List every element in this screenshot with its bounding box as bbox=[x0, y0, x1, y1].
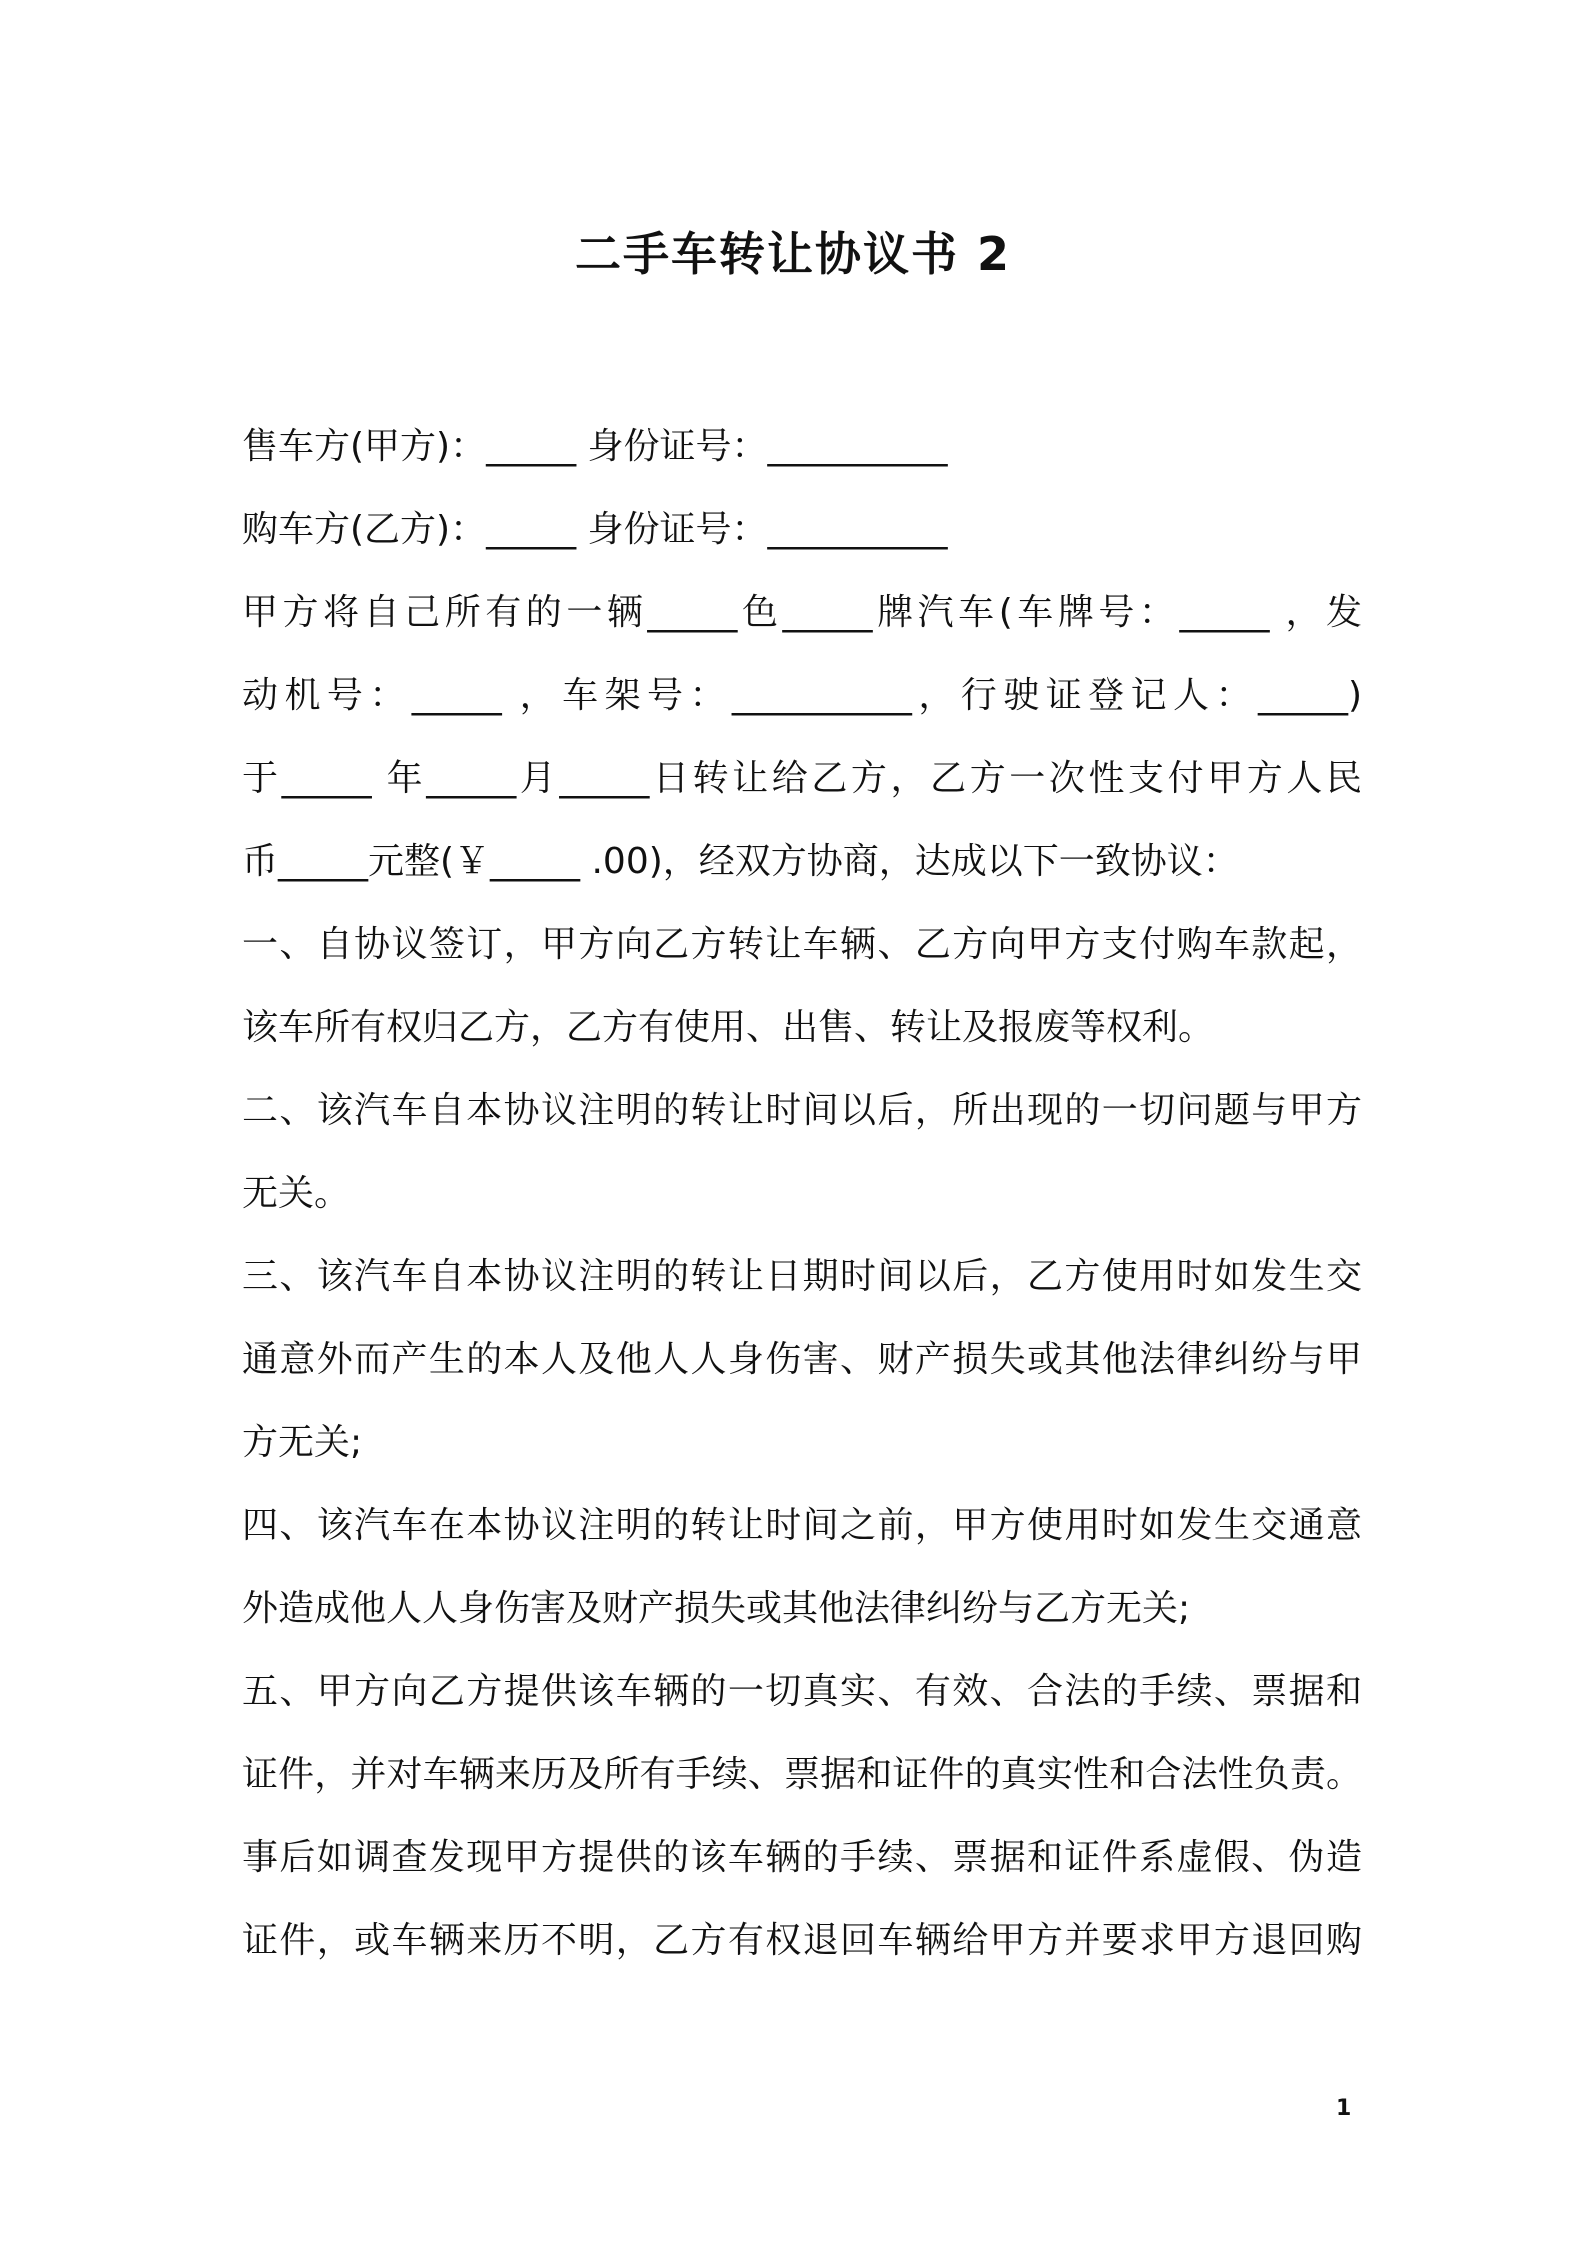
body-line: 甲方将自己所有的一辆_____色_____牌汽车(车牌号：_____ ，发 bbox=[242, 592, 1362, 633]
body-line: 动机号：_____ ，车架号：__________，行驶证登记人：_____) bbox=[242, 675, 1362, 716]
clause-5-line: 五、甲方向乙方提供该车辆的一切真实、有效、合法的手续、票据和 bbox=[242, 1671, 1362, 1712]
body-line: 币_____元整(￥_____ .00)，经双方协商，达成以下一致协议： bbox=[242, 841, 1239, 882]
clause-1-line: 一、自协议签订，甲方向乙方转让车辆、乙方向甲方支付购车款起， bbox=[242, 924, 1362, 965]
buyer-line: 购车方(乙方)：_____ 身份证号：__________ bbox=[242, 509, 948, 550]
clause-3-line: 三、该汽车自本协议注明的转让日期时间以后，乙方使用时如发生交 bbox=[242, 1256, 1362, 1297]
clause-3-line: 通意外而产生的本人及他人人身伤害、财产损失或其他法律纠纷与甲 bbox=[242, 1339, 1362, 1380]
clause-2-line: 二、该汽车自本协议注明的转让时间以后，所出现的一切问题与甲方 bbox=[242, 1090, 1362, 1131]
body-line: 于_____ 年_____月_____日转让给乙方，乙方一次性支付甲方人民 bbox=[242, 758, 1362, 799]
clause-5-line: 事后如调查发现甲方提供的该车辆的手续、票据和证件系虚假、伪造 bbox=[242, 1837, 1362, 1878]
clause-5-line: 证件，并对车辆来历及所有手续、票据和证件的真实性和合法性负责。 bbox=[242, 1754, 1362, 1795]
clause-2-line: 无关。 bbox=[242, 1173, 351, 1214]
document-title: 二手车转让协议书 2 bbox=[574, 227, 1012, 281]
clause-4-line: 外造成他人人身伤害及财产损失或其他法律纠纷与乙方无关; bbox=[242, 1588, 1191, 1629]
clause-5-line: 证件，或车辆来历不明，乙方有权退回车辆给甲方并要求甲方退回购 bbox=[242, 1920, 1362, 1961]
clause-4-line: 四、该汽车在本协议注明的转让时间之前，甲方使用时如发生交通意 bbox=[242, 1505, 1362, 1546]
clause-1-line: 该车所有权归乙方，乙方有使用、出售、转让及报废等权利。 bbox=[242, 1007, 1215, 1048]
seller-line: 售车方(甲方)：_____ 身份证号：__________ bbox=[242, 426, 948, 467]
page-number: 1 bbox=[1336, 2096, 1352, 2121]
document-body bbox=[242, 405, 1362, 1982]
clause-3-line: 方无关; bbox=[242, 1422, 363, 1463]
